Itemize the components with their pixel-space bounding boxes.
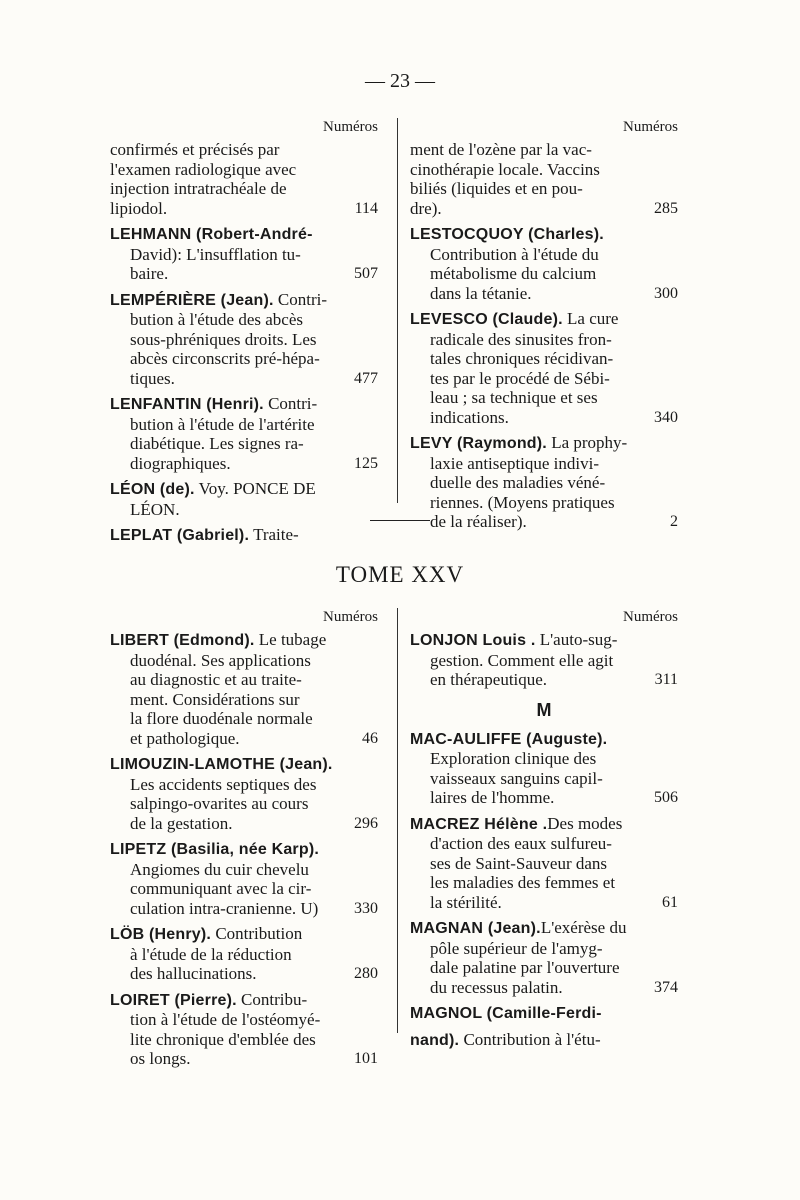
entry-text-line: cinothérapie locale. Vaccins	[410, 159, 600, 179]
entry-number: 311	[654, 671, 678, 688]
entry-text-line: de la gestation.	[130, 813, 233, 833]
entry-author: LEMPÉRIÈRE (Jean).	[110, 291, 274, 309]
entry-number: 507	[354, 265, 378, 282]
entry-author: LIBERT (Edmond).	[110, 632, 255, 649]
entry-text-line: en thérapeutique.	[430, 670, 548, 689]
index-entry	[110, 224, 378, 284]
entry-text-line: culation intra-cranienne. U)	[130, 898, 319, 918]
column-divider	[397, 608, 398, 1033]
entry-text-line: ses de Saint-Sauveur dans	[430, 853, 608, 873]
page-number: — 23 —	[365, 70, 435, 92]
entry-text-line: bution à l'étude de l'artérite	[130, 414, 315, 434]
top-index-section	[110, 118, 690, 544]
entry-title: Contribution à l'étu-	[459, 1029, 601, 1049]
entry-text-line: confirmés et précisés par	[110, 140, 280, 159]
entry-title: Contribution	[211, 924, 303, 943]
entry-author: LESTOCQUOY (Charles).	[410, 226, 604, 243]
bottom-right-column	[410, 608, 678, 1056]
entry-number: 125	[354, 454, 378, 472]
entry-text-line: des hallucinations.	[130, 964, 257, 983]
entry-number: 46	[362, 729, 378, 747]
entry-text-line: biliés (liquides et en pou-	[410, 179, 583, 198]
index-entry	[110, 839, 378, 918]
entry-number: 61	[662, 893, 678, 911]
index-entry	[410, 729, 678, 808]
entry-text-line: métabolisme du calcium	[430, 264, 597, 283]
entry-text-line: tes par le procédé de Sébi-	[430, 368, 610, 388]
entry-author: LIPETZ (Basilia, née Karp).	[110, 841, 320, 858]
index-entry	[110, 479, 378, 519]
entry-text-line: du recessus palatin.	[430, 977, 563, 997]
entry-number: 506	[654, 789, 678, 806]
entry-title: La cure	[562, 309, 619, 328]
entry-text-line: LÉON.	[130, 499, 180, 519]
entry-text-line: duodénal. Ses applications	[130, 650, 311, 670]
entry-text-line: tales chroniques récidivan-	[430, 349, 614, 368]
entry-text-line: Les accidents septiques des	[130, 774, 317, 794]
index-entry	[410, 1003, 678, 1024]
entry-title: La prophy-	[546, 433, 628, 452]
entry-text-line: laires de l'homme.	[430, 788, 555, 807]
section-separator	[370, 520, 430, 521]
entry-number: 2	[670, 513, 678, 530]
entry-text-line: indications.	[430, 407, 509, 427]
entry-text-line: David): L'insufflation tu-	[130, 244, 301, 264]
entry-text-line: os longs.	[130, 1049, 191, 1068]
letter-heading: M	[536, 699, 552, 720]
entry-number: 296	[354, 814, 378, 832]
index-entry	[110, 630, 378, 748]
entry-text-line: dans la tétanie.	[430, 283, 532, 303]
entry-author: LEVESCO (Claude).	[410, 311, 563, 328]
entry-text-line: l'examen radiologique avec	[110, 159, 297, 179]
index-entry	[110, 525, 378, 546]
bottom-left-column	[110, 608, 378, 1075]
entry-text-line: laxie antiseptique indivi-	[430, 453, 600, 473]
entry-title: Des modes	[547, 813, 623, 833]
entry-text-line: lipiodol.	[110, 198, 168, 218]
index-entry	[110, 290, 378, 389]
top-right-column	[410, 118, 678, 538]
entry-title: Traite-	[249, 525, 299, 544]
tome-title: TOME XXV	[335, 562, 465, 587]
entry-text-line: d'action des eaux sulfureu-	[430, 834, 612, 853]
index-entry	[410, 224, 678, 303]
index-entry-continuation	[110, 140, 378, 218]
entry-author: MACREZ Hélène .	[410, 815, 548, 833]
entry-author: nand).	[410, 1031, 460, 1049]
index-entry	[410, 433, 678, 532]
entry-text-line: Exploration clinique des	[430, 749, 597, 768]
entry-text-line: diographiques.	[130, 453, 231, 473]
entry-number: 285	[654, 199, 678, 217]
entry-author: MAGNOL (Camille-Ferdi-	[410, 1005, 602, 1022]
entry-author: MAC-AULIFFE (Auguste).	[410, 730, 608, 748]
entry-title: L'exérèse du	[540, 918, 627, 937]
entry-text-line: bution à l'étude des abcès	[130, 310, 304, 329]
entry-number: 300	[654, 284, 678, 302]
column-header: Numéros	[623, 119, 678, 135]
index-entry-continuation	[410, 140, 678, 218]
entry-text-line: la flore duodénale normale	[130, 709, 313, 728]
index-entry	[410, 630, 678, 690]
entry-text-line: leau ; sa technique et ses	[430, 388, 598, 407]
entry-number: 101	[354, 1050, 378, 1067]
entry-text-line: baire.	[130, 264, 169, 283]
entry-text-line: duelle des maladies véné-	[430, 473, 606, 492]
index-entry	[110, 394, 378, 473]
column-divider	[397, 118, 398, 503]
index-entry	[410, 918, 678, 997]
entry-text-line: salpingo-ovarites au cours	[130, 794, 309, 813]
entry-text-line: la stérilité.	[430, 892, 502, 912]
entry-text-line: de la réaliser).	[430, 512, 527, 531]
entry-text-line: tion à l'étude de l'ostéomyé-	[130, 1010, 321, 1029]
entry-author: LÉON (de).	[110, 481, 195, 498]
entry-text-line: lite chronique d'emblée des	[130, 1029, 316, 1049]
entry-title: Contri-	[273, 289, 327, 309]
entry-author: LONJON Louis .	[410, 632, 536, 649]
entry-author: LIMOUZIN-LAMOTHE (Jean).	[110, 756, 333, 773]
entry-text-line: ment de l'ozène par la vac-	[410, 140, 592, 159]
entry-text-line: et pathologique.	[130, 728, 240, 748]
entry-author: LOIRET (Pierre).	[110, 991, 237, 1009]
entry-text-line: gestion. Comment elle agit	[430, 650, 614, 670]
entry-text-line: communiquant avec la cir-	[130, 879, 312, 898]
entry-text-line: vaisseaux sanguins capil-	[430, 768, 603, 788]
entry-text-line: ment. Considérations sur	[130, 689, 300, 709]
entry-number: 374	[654, 978, 678, 996]
column-header: Numéros	[623, 609, 678, 625]
index-entry	[110, 924, 378, 984]
entry-title: Voy. PONCE DE	[194, 479, 316, 498]
entry-number: 280	[354, 965, 378, 982]
entry-author: MAGNAN (Jean).	[410, 920, 541, 937]
entry-number: 114	[354, 199, 378, 217]
entry-title: Contribu-	[236, 989, 308, 1009]
entry-number: 330	[354, 899, 378, 917]
index-entry	[410, 309, 678, 427]
entry-text-line: au diagnostic et au traite-	[130, 670, 302, 689]
column-header: Numéros	[323, 119, 378, 135]
entry-text-line: les maladies des femmes et	[430, 873, 616, 892]
entry-text-line: Contribution à l'étude du	[430, 244, 599, 264]
entry-text-line: à l'étude de la réduction	[130, 944, 292, 964]
entry-text-line: Angiomes du cuir chevelu	[130, 859, 309, 879]
entry-text-line: diabétique. Les signes ra-	[130, 434, 304, 453]
entry-text-line: tiques.	[130, 368, 175, 388]
entry-author: LEHMANN (Robert-André-	[110, 226, 313, 243]
entry-author: LEVY (Raymond).	[410, 435, 547, 452]
top-left-column	[110, 118, 378, 552]
entry-author: LEPLAT (Gabriel).	[110, 527, 250, 544]
entry-text-line: injection intratrachéale de	[110, 179, 287, 198]
entry-author: LÖB (Henry).	[110, 926, 212, 943]
index-entry	[410, 1030, 678, 1051]
bottom-index-section	[110, 608, 690, 1068]
entry-title: L'auto-sug-	[535, 630, 618, 649]
entry-text-line: dale palatine par l'ouverture	[430, 958, 620, 977]
index-entry	[110, 754, 378, 833]
entry-number: 340	[654, 408, 678, 426]
entry-text-line: abcès circonscrits pré-hépa-	[130, 349, 320, 368]
index-entry	[410, 814, 678, 913]
entry-text-line: riennes. (Moyens pratiques	[430, 492, 615, 512]
entry-text-line: pôle supérieur de l'amyg-	[430, 938, 603, 958]
entry-title: Le tubage	[254, 630, 327, 649]
entry-author: LENFANTIN (Henri).	[110, 396, 264, 413]
entry-text-line: radicale des sinusites fron-	[430, 329, 612, 349]
entry-text-line: dre).	[410, 198, 442, 218]
index-entry	[110, 990, 378, 1069]
column-header: Numéros	[323, 609, 378, 625]
entry-number: 477	[354, 369, 378, 387]
entry-title: Contri-	[263, 394, 318, 413]
entry-text-line: sous-phréniques droits. Les	[130, 329, 317, 349]
